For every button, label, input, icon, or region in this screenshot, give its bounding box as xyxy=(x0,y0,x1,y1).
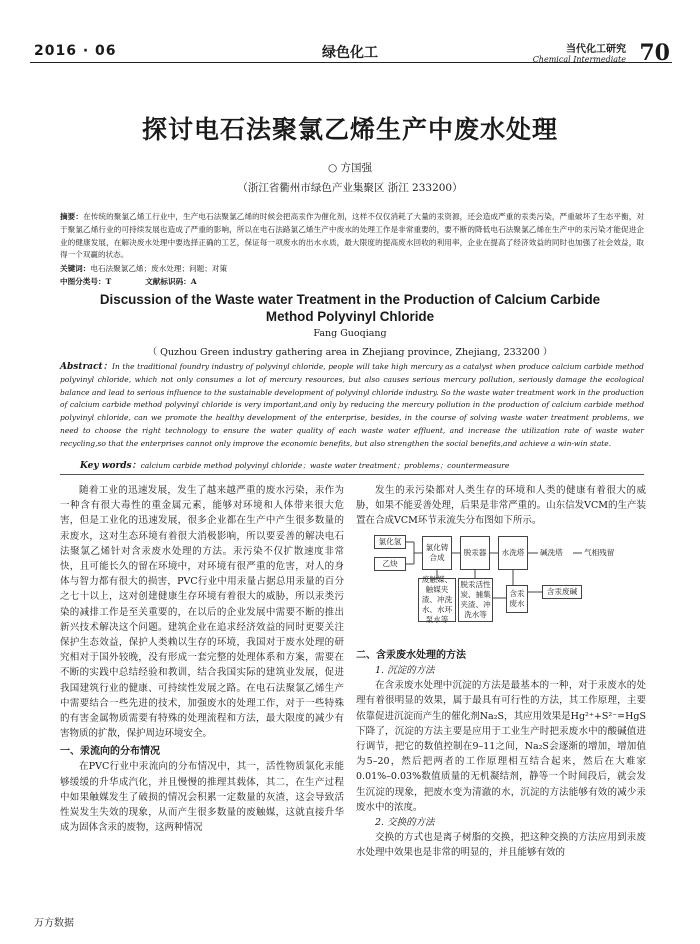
journal-brand xyxy=(533,40,626,64)
flow-node-synthesis: 氯化铸合成 xyxy=(422,536,452,570)
clc-label: 中图分类号： xyxy=(60,277,106,286)
flow-node-demercurizer: 脱汞器 xyxy=(460,536,490,570)
affiliation-en: （ Quzhou Green industry gathering area in Zhejiang province, Zhejiang, 233200 ） xyxy=(147,347,553,358)
flow-node-mercury-waste-alkali: 含汞废碱 xyxy=(542,585,582,599)
keywords-en-text: calcium carbide method polyvinyl chloride；waste water treatment；problems；countermeasure xyxy=(140,461,510,470)
affiliation-cn: （浙江省衢州市绿色产业集聚区 浙江 233200） xyxy=(237,182,463,194)
body-right-column xyxy=(356,483,646,529)
flow-node-water-wash-tower: 水洗塔 xyxy=(498,536,528,570)
flow-node-spent-catalyst: 废触媒、触媒夹渣、冲洗水、水环泵水等 xyxy=(418,578,456,622)
abstract-en-label: Abstract xyxy=(60,362,103,372)
flow-node-carbon-waste: 脱汞活性炭、捕集夹渣、冲洗水等 xyxy=(458,578,493,622)
header-rule xyxy=(30,62,672,63)
doc-code-label: 文献标识码： xyxy=(145,277,191,286)
keywords-cn-text: 电石法聚氯乙烯；废水处理；问题；对策 xyxy=(90,264,228,273)
abstract-cn-text: 在传统的聚氯乙烯工行业中，生产电石法聚氯乙烯的时候会把高汞作为催化剂，这样不仅仅消耗了大量的汞资源，还会造成严重的汞类污染，严重破坏了生态平衡，对于聚氯乙烯行业的可持续发展也造成了严重的影响，所以在电石法路氯乙烯生产中废水的处理工作是非常重要的，要不断的降低电石法聚氯乙烯在生产中的汞污染才能促进企业的健康发展，在解决废水处理中要选择正确的工艺，保证每一项废水的出水水质，最大限度的提高废水回收的利用率，企业在提高了经济效益的同时也加强了社会效益，取得一个双赢的状态。 xyxy=(60,212,644,260)
footer-watermark: 万方数据 xyxy=(34,918,74,929)
article-title-en xyxy=(80,291,620,325)
issue-number: 2016 · 06 xyxy=(34,43,117,59)
page-number: 70 xyxy=(639,40,670,66)
section-divider xyxy=(60,474,644,475)
section-title: 绿色化工 xyxy=(322,45,378,61)
author-en: Fang Guoqiang xyxy=(313,328,387,339)
subsection-heading: 1. 沉淀的方法 xyxy=(375,665,435,676)
body-paragraph: 发生的汞污染都对人类生存的环境和人类的健康有着很大的威胁，如果不能妥善处理，后果是非常严重的。山东信发VCM的生产装置在合成VCM环节汞流失分布图如下所示。 xyxy=(356,485,646,527)
author-cn: ○ 方国强 xyxy=(328,162,372,174)
flow-node-mercury-wastewater: 含汞废水 xyxy=(506,585,528,613)
title-en-line1: Discussion of the Waste water Treatment in the Production of Calcium Carbide xyxy=(99,292,601,307)
flow-node-gas-residue: 气相残留 xyxy=(584,548,615,557)
keywords-cn-label: 关键词： xyxy=(60,264,91,273)
flow-node-acetylene: 乙炔 xyxy=(374,557,406,571)
journal-name-cn: 当代化工研究 xyxy=(566,44,626,55)
classification-line xyxy=(60,276,644,288)
keywords-en-label: Key words xyxy=(80,461,132,471)
clc-value: T xyxy=(105,277,112,286)
body-paragraph: 在含汞废水处理中沉淀的方法是最基本的一种，对于汞废水的处理有着很明显的效果，属于最具有可行性的方法，其工作原理，主要依靠促进沉淀而产生的催化剂Na₂S，其应用效果是Hg²⁺+S²⁻=HgS下降了，沉淀的方法主要是应用于工业生产时把汞废水中的酸碱值进行调节，把它的数值控制在9–11之间，Na₂S会逐渐的增加，增加值为5–20，然后把两者的工作原理相互结合起来，然后在大难家0.01%–0.03%数值质量的无机凝结剂，静等一个时间段后，就会发生沉淀的现象，把废水变为清澈的水，沉淀的方法能够有效的减少汞废水中的浓度。 xyxy=(356,680,646,813)
journal-name-en: Chemical Intermediate xyxy=(532,55,626,64)
abstract-cn-label: 摘要： xyxy=(60,212,84,221)
flow-node-hcl: 氯化氢 xyxy=(374,535,406,549)
subsection-heading: 2. 交换的方法 xyxy=(375,817,435,829)
keywords-cn xyxy=(60,263,644,275)
abstract-en: Abstract：In the traditional foundry industry of polyvinyl chloride, people will take high mercury as a catalyst when produce calcium carbide method polyvinyl chloride, which not only consumes a lot of mercury resources, but also causes serious mercury pollution, seriously damage the ecological balance and lead to serious influence to the sustainable development of polyvinyl chloride industry. So the waste water treatment work in the production of calcium carbide method polyvinyl chloride is very important,and only by reducing the mercury pollution in the production of calcium carbide method polyvinyl chloride, can we promote the healthy development of the enterprise, besides, in the course of solving waste water treatment problems, we need to choose the right technology to ensure the water quality of each waste water effluent, and increase the utilization rate of waste water recycling,so that the enterprises cannot only improve the economic benefits, but also strengthen the social benefits,and achieve a win-win state. xyxy=(60,362,644,448)
body-paragraph: 交换的方式也是离子树脂的交换，把这种交换的方法应用到汞废水处理中效果也是非常的明显的，并且能够有效的 xyxy=(356,832,646,859)
mercury-flow-diagram xyxy=(368,531,638,623)
flow-node-alkali-wash-tower: 碱洗塔 xyxy=(540,548,563,557)
keywords-en: Key words：calcium carbide method polyvinyl chloride；waste water treatment；problems；countermeasure xyxy=(80,461,510,471)
body-left-column xyxy=(60,483,344,835)
body-paragraph: 随着工业的迅速发展，发生了越来越严重的废水污染，汞作为一种含有很大毒性的重金属元素，能够对环境和人体带来很大危害，但是工业化的迅速发展，很多企业都在生产中产生很多数量的汞废水，这对生态环境有着很大消极影响，所以要妥善的解决电石法聚氯乙烯针对含汞废水处理的方法。汞污染不仅扩散速度非常快，且可能长久的留在环境中，对环境有很严重的危害，对人的身体与智力都有很大的损害，PVC行业中用汞量占据总用汞量的百分之七十以上，这对创建健康生存环境有着很大的威胁，所以汞类污染的减排工作是至关重要的，在以后的企业发展中需要不断的推出新兴技术解决这个问题。建筑企业在追求经济效益的同时更要关注保护生态效益，保护人类赖以生存的环境，我国对于废水处理的研究相对于国外较晚，没有形成一套完整的处理体系和方案，需要在不断的实践中总结经验和教训，结合我国实际的建筑业发展，促进我国建筑行业的健康、可持续性发展之路。在电石法聚氯乙烯生产中需要结合一些先进的技术，加强废水的处理工作，对于一些特殊的有害金属物质需要有特殊的处理流程和方法，最大限度的减少有害物质的扩散，保护周边环境安全。 xyxy=(60,485,344,740)
section-heading: 一、汞流向的分布情况 xyxy=(60,746,160,758)
doc-code-value: A xyxy=(190,277,197,286)
section-heading: 二、含汞废水处理的方法 xyxy=(356,650,466,661)
abstract-en-text: In the traditional foundry industry of polyvinyl chloride, people will take high mercury as a catalyst when produce calcium carbide method polyvinyl chloride, which not only consumes a lot of mercury resources, but also causes serious mercury pollution, seriously damage the ecological balance and lead to serious influence to the sustainable development of polyvinyl chloride industry. So the waste water treatment work in the production of calcium carbide method polyvinyl chloride is very important,and only by reducing the mercury pollution in the production of calcium carbide method polyvinyl chloride, can we promote the healthy development of the enterprise, besides, in the course of solving waste water treatment problems, we need to choose the right technology to ensure the water quality of each waste water effluent, and increase the utilization rate of waste water recycling,so that the enterprises cannot only improve the economic benefits, but also strengthen the social benefits,and achieve a win-win state. xyxy=(60,362,644,448)
body-right-column-lower xyxy=(356,645,646,861)
body-paragraph: 在PVC行业中汞流向的分布情况中，其一，活性物质氯化汞能够缓缓的升华成汽化，并且慢慢的推理其载体，其二，在生产过程中如果触媒发生了破损的情况会积累一定数量的灰渣，这会导致活性炭发生失效的现象，从而产生很多数量的废触媒，这就直接升华成为固体含汞的废物，这两种情况 xyxy=(60,761,344,834)
article-title-cn: 探讨电石法聚氯乙烯生产中废水处理 xyxy=(141,115,558,144)
abstract-cn xyxy=(60,211,644,262)
title-en-line2: Method Polyvinyl Chloride xyxy=(265,309,435,324)
